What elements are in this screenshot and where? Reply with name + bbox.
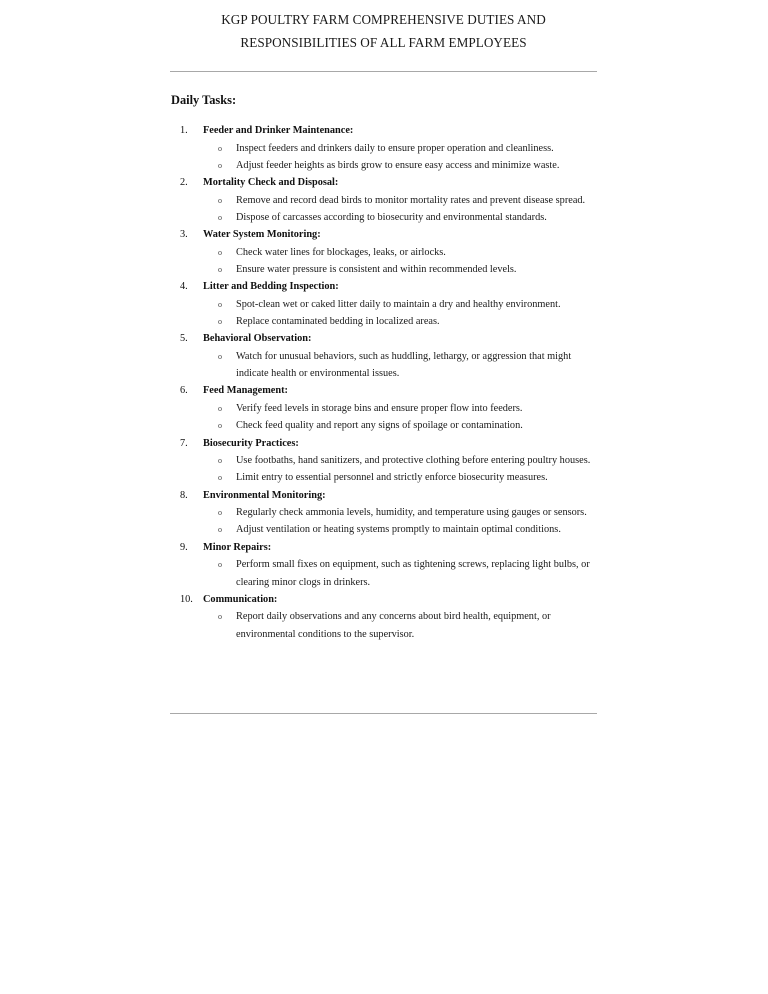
task-subitems (170, 608, 600, 643)
section-heading-daily-tasks: Daily Tasks: (171, 93, 237, 107)
task-subitem-text: Spot-clean wet or caked litter daily to maintain a dry and healthy environment. (236, 298, 561, 310)
task-subitem-text: Use footbaths, hand sanitizers, and protective clothing before entering poultry houses. (236, 455, 591, 467)
top-divider (170, 71, 597, 72)
task-subitems (170, 452, 600, 487)
task-number: 6. (180, 385, 188, 397)
task-item-10 (170, 591, 600, 643)
title-line-2: RESPONSIBILITIES OF ALL FARM EMPLOYEES (240, 35, 527, 50)
task-number: 4. (180, 281, 188, 293)
daily-task-list (170, 122, 600, 643)
task-subitem (170, 313, 598, 330)
task-header (170, 539, 600, 557)
task-subitem-text: Ensure water pressure is consistent and within recommended levels. (236, 263, 517, 275)
task-subitem (170, 261, 598, 278)
task-subitem-text: Check feed quality and report any signs of spoilage or contamination. (236, 420, 523, 432)
task-subitem (170, 469, 598, 486)
task-subitem (170, 521, 598, 538)
task-subitem (170, 556, 598, 591)
task-item-7 (170, 435, 600, 487)
task-subitem (170, 157, 598, 174)
task-subitems (170, 504, 600, 539)
task-subitem (170, 296, 598, 313)
hollow-bullet-icon: o (218, 212, 222, 222)
task-subitems (170, 192, 600, 227)
task-subitem-text: Perform small fixes on equipment, such as tightening screws, replacing light bulbs, or clearing minor clogs in drinkers. (236, 559, 590, 588)
task-item-4 (170, 278, 600, 330)
task-header (170, 226, 600, 244)
hollow-bullet-icon: o (218, 473, 222, 483)
task-title: Water System Monitoring: (203, 229, 321, 241)
task-number: 2. (180, 177, 188, 189)
hollow-bullet-icon: o (218, 351, 222, 361)
document-title (170, 8, 597, 54)
task-subitems (170, 348, 600, 383)
hollow-bullet-icon: o (218, 456, 222, 466)
task-item-5 (170, 330, 600, 382)
task-item-8 (170, 487, 600, 539)
task-subitem-text: Replace contaminated bedding in localized areas. (236, 316, 440, 328)
task-number: 5. (180, 333, 188, 345)
task-title: Mortality Check and Disposal: (203, 177, 339, 189)
task-number: 7. (180, 437, 188, 449)
task-number: 1. (180, 125, 188, 136)
hollow-bullet-icon: o (218, 612, 222, 622)
task-subitem (170, 504, 598, 521)
hollow-bullet-icon: o (218, 317, 222, 327)
hollow-bullet-icon: o (218, 264, 222, 274)
task-subitem-text: Dispose of carcasses according to biosecurity and environmental standards. (236, 211, 547, 223)
title-line-1: KGP POULTRY FARM COMPREHENSIVE DUTIES AND (221, 12, 546, 27)
hollow-bullet-icon: o (218, 143, 222, 153)
task-subitems (170, 244, 600, 279)
task-subitem (170, 244, 598, 261)
task-header (170, 435, 600, 453)
hollow-bullet-icon: o (218, 508, 222, 518)
task-subitem-text: Regularly check ammonia levels, humidity, and temperature using gauges or sensors. (236, 507, 587, 519)
task-subitem (170, 140, 598, 157)
task-header (170, 122, 600, 140)
task-number: 9. (180, 541, 188, 553)
task-item-6 (170, 382, 600, 434)
hollow-bullet-icon: o (218, 195, 222, 205)
task-subitem (170, 192, 598, 209)
bottom-divider (170, 713, 597, 714)
task-item-2 (170, 174, 600, 226)
task-header (170, 174, 600, 192)
task-header (170, 591, 600, 609)
task-subitem-text: Adjust ventilation or heating systems promptly to maintain optimal conditions. (236, 524, 561, 536)
task-subitem (170, 452, 598, 469)
task-title: Feed Management: (203, 385, 288, 397)
task-item-1 (170, 122, 600, 174)
task-item-9 (170, 539, 600, 591)
task-subitem-text: Report daily observations and any concerns about bird health, equipment, or environmental conditions to the supervisor. (236, 611, 551, 640)
task-subitem (170, 608, 598, 643)
hollow-bullet-icon: o (218, 247, 222, 257)
task-title: Minor Repairs: (203, 541, 272, 553)
task-subitem-text: Remove and record dead birds to monitor mortality rates and prevent disease spread. (236, 194, 586, 206)
task-subitems (170, 400, 600, 435)
hollow-bullet-icon: o (218, 299, 222, 309)
task-subitem-text: Check water lines for blockages, leaks, or airlocks. (236, 246, 446, 258)
hollow-bullet-icon: o (218, 560, 222, 570)
task-subitem-text: Watch for unusual behaviors, such as huddling, lethargy, or aggression that might indicate health or environmental issues. (236, 350, 572, 380)
task-title: Communication: (203, 593, 278, 605)
task-subitem (170, 400, 598, 417)
hollow-bullet-icon: o (218, 525, 222, 535)
task-title: Behavioral Observation: (203, 333, 312, 345)
task-subitem-text: Inspect feeders and drinkers daily to ensure proper operation and cleanliness. (236, 142, 554, 154)
task-number: 10. (180, 593, 193, 605)
task-subitem-text: Limit entry to essential personnel and strictly enforce biosecurity measures. (236, 472, 548, 484)
task-number: 8. (180, 489, 188, 501)
task-header (170, 382, 600, 400)
task-number: 3. (180, 229, 188, 241)
task-subitems (170, 140, 600, 175)
task-subitem (170, 348, 598, 383)
task-header (170, 330, 600, 348)
task-header (170, 278, 600, 296)
task-title: Biosecurity Practices: (203, 437, 299, 449)
task-header (170, 487, 600, 505)
task-title: Environmental Monitoring: (203, 489, 326, 501)
hollow-bullet-icon: o (218, 403, 222, 413)
task-subitem (170, 417, 598, 434)
task-title: Feeder and Drinker Maintenance: (203, 125, 354, 136)
task-subitems (170, 296, 600, 331)
task-subitem-text: Verify feed levels in storage bins and ensure proper flow into feeders. (236, 402, 523, 414)
hollow-bullet-icon: o (218, 421, 222, 431)
task-subitem-text: Adjust feeder heights as birds grow to ensure easy access and minimize waste. (236, 159, 560, 171)
hollow-bullet-icon: o (218, 160, 222, 170)
task-title: Litter and Bedding Inspection: (203, 281, 339, 293)
task-subitems (170, 556, 600, 591)
task-subitem (170, 209, 598, 226)
task-item-3 (170, 226, 600, 278)
